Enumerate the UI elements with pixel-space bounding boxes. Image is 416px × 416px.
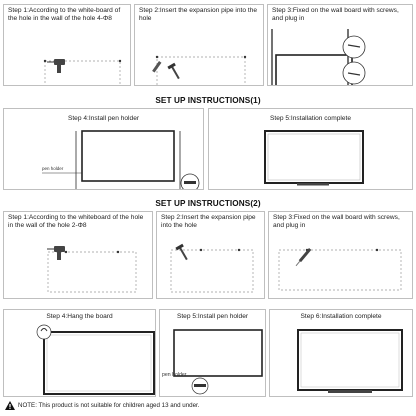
set2-step2-text: Step 2:Insert the expansion pipe into the hole [161,214,256,229]
set2-step3-illustration [269,212,413,299]
set2-step4-illustration [4,310,156,397]
drill-icon [47,246,65,260]
set2-step2-panel [156,211,265,299]
set1-step4-text: Step 4:Install pen holder [67,115,140,122]
set2-step1-panel [3,211,153,299]
set1-step2-text: Step 2:Insert the expansion pipe into the hole [139,7,258,22]
hammer-icon [175,244,190,262]
safety-note: NOTE: This product is not suitable for children aged 13 and under. [18,402,200,409]
set1-step4-illustration [4,109,204,190]
pen-tray [297,183,329,186]
set1-section-title: SET UP INSTRUCTIONS(1) [155,96,261,105]
set2-section-title: SET UP INSTRUCTIONS(2) [155,199,261,208]
set2-step6-illustration [270,310,413,397]
set1-step1-panel [3,4,131,86]
set1-step2-panel [134,4,264,86]
set2-step1-illustration [4,212,153,299]
set2-step2-illustration [157,212,265,299]
hook-detail [37,325,51,339]
set1-step3-text: Step 3:Fixed on the wall board with screws, and plug in [272,7,399,22]
expansion-pipe-icon [152,61,161,73]
set1-step5-text: Step 5:Installation complete [269,115,351,122]
set2-step6-text: Step 6:Installation complete [300,313,382,320]
set2-step4-panel [3,309,156,397]
set1-step1-illustration [4,5,131,86]
pen-tray [328,390,372,393]
set2-step1-text: Step 1:According to the whiteboard of the hole in the wall of the hole 2-Φ8 [8,214,144,229]
set2-step6-panel [269,309,413,397]
set2-step3-text: Step 3:Fixed on the wall board with screws, and plug in [273,214,400,229]
set2-step3-panel [268,211,413,299]
screwdriver-icon [295,248,311,267]
screw-detail-bottom [343,62,365,84]
set2-step5-text: Step 5:Install pen holder [176,313,249,320]
set1-step1-text: Step 1:According to the white-board of the hole in the wall of the hole 4-Φ8 [8,7,121,22]
set2-step5-panel [159,309,266,397]
hammer-icon [167,63,182,81]
set1-step5-panel [208,108,413,190]
set1-step2-illustration [135,5,264,86]
warning-icon [5,401,15,410]
set1-step5-illustration [209,109,413,190]
set2-pen-holder-label: pen holder [162,372,187,378]
screw-detail-top [343,36,365,58]
set1-pen-holder-label: pen holder [42,166,64,171]
set1-step3-illustration [268,5,413,86]
set1-step4-panel [3,108,204,190]
set1-step3-panel [267,4,413,86]
set2-step4-text: Step 4:Hang the board [46,313,113,320]
set2-step5-illustration [160,310,266,397]
